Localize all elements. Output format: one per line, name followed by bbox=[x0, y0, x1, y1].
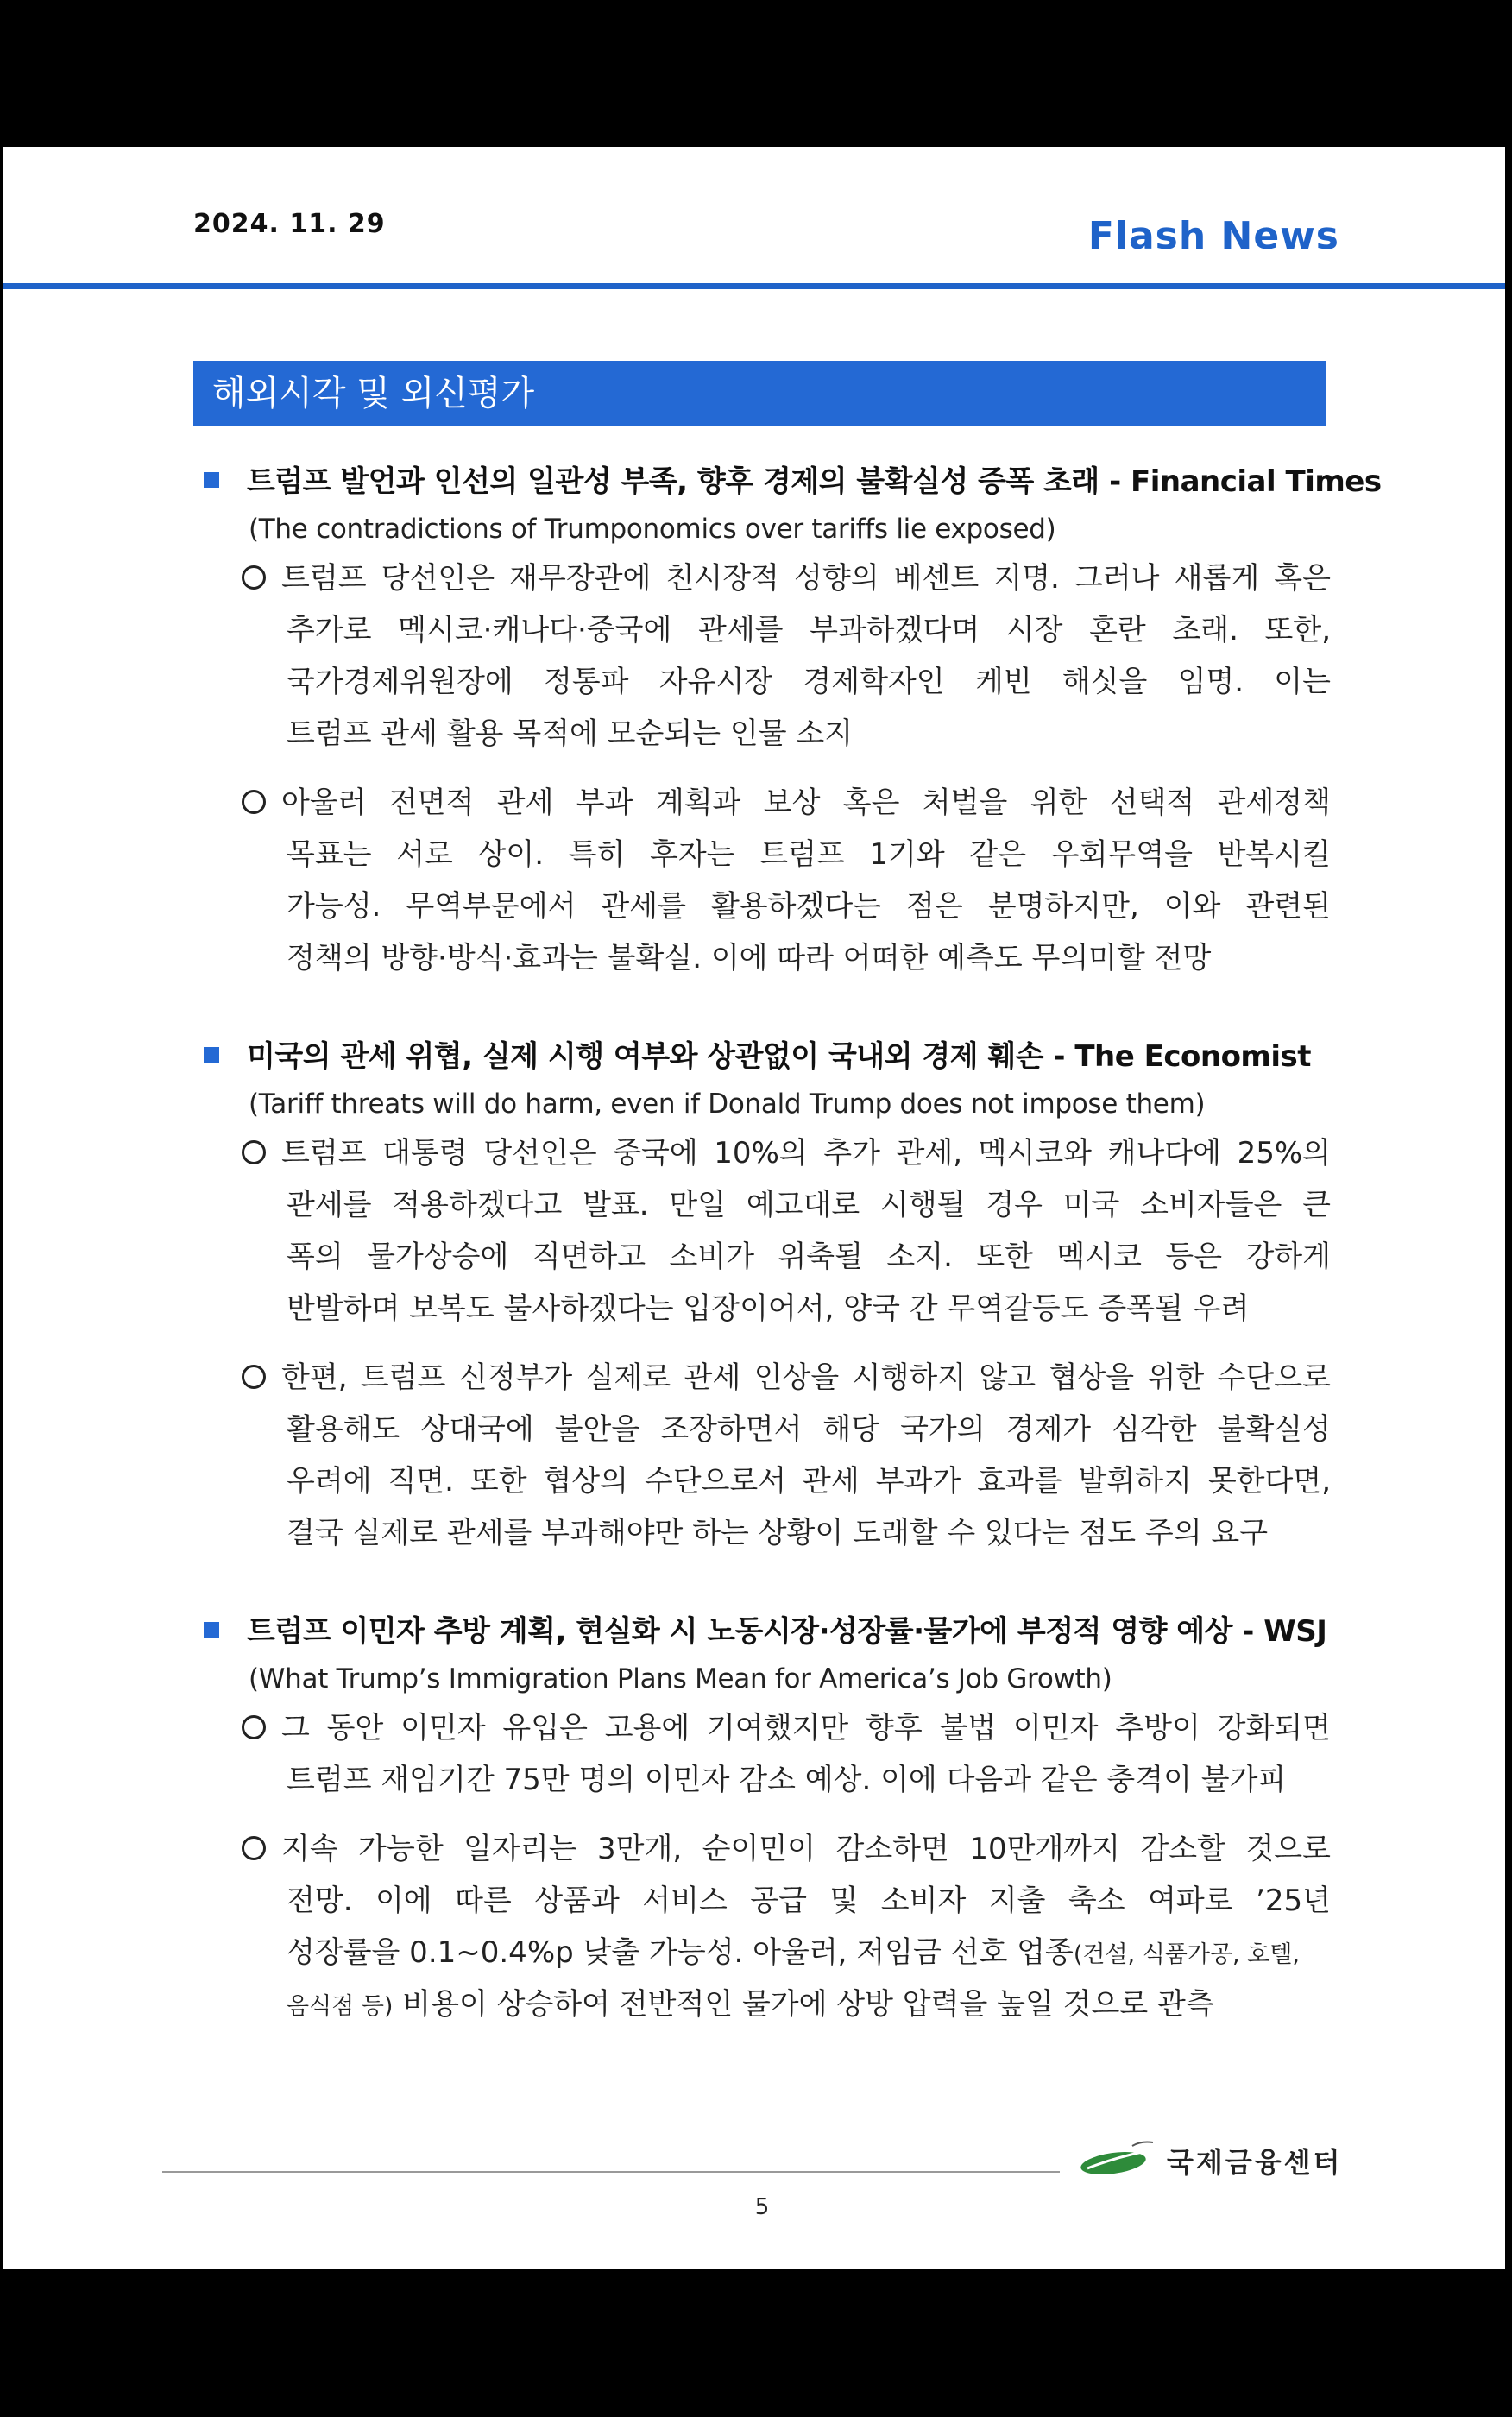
footer-rule bbox=[162, 2171, 1060, 2173]
article-subtitle: (The contradictions of Trumponomics over tariffs lie exposed) bbox=[249, 514, 1056, 545]
paragraph-line: 트럼프 당선인은 재무장관에 친시장적 성향의 베센트 지명. 그러나 새롭게 혹은 bbox=[242, 552, 1331, 604]
paragraph-line: 가능성. 무역부문에서 관세를 활용하겠다는 점은 분명하지만, 이와 관련된 bbox=[287, 889, 1331, 924]
paragraph-line: 활용해도 상대국에 불안을 조장하면서 해당 국가의 경제가 심각한 불확실성 bbox=[287, 1412, 1331, 1447]
bullet-paragraph bbox=[242, 1702, 1331, 1806]
header-rule bbox=[3, 283, 1505, 289]
footer-logo-text: 국제금융센터 bbox=[1167, 2146, 1343, 2179]
circle-bullet-icon bbox=[242, 1836, 266, 1860]
paragraph-line: 트럼프 관세 활용 목적에 모순되는 인물 소지 bbox=[287, 716, 854, 751]
bullet-paragraph bbox=[242, 1127, 1331, 1335]
article-headline: 트럼프 이민자 추방 계획, 현실화 시 노동시장·성장률·물가에 부정적 영향 예상 - WSJ bbox=[204, 1607, 1331, 1650]
square-bullet-icon bbox=[204, 1622, 219, 1638]
paragraph-line: 관세를 적용하겠다고 발표. 만일 예고대로 시행될 경우 미국 소비자들은 큰 bbox=[287, 1188, 1331, 1222]
parenthetical-note: 음식점 등) bbox=[287, 1993, 394, 2020]
circle-bullet-icon bbox=[242, 1365, 266, 1389]
article-headline: 트럼프 발언과 인선의 일관성 부족, 향후 경제의 불확실성 증폭 초래 - Financial Times bbox=[204, 458, 1331, 500]
page-number: 5 bbox=[754, 2194, 770, 2220]
paragraph-line: 우려에 직면. 또한 협상의 수단으로서 관세 부과가 효과를 발휘하지 못한다면, bbox=[287, 1464, 1331, 1499]
circle-bullet-icon bbox=[242, 790, 266, 814]
document-page bbox=[3, 147, 1505, 2269]
kcif-logo-icon bbox=[1079, 2139, 1156, 2177]
circle-bullet-icon bbox=[242, 565, 266, 590]
circle-bullet-icon bbox=[242, 1715, 266, 1739]
paragraph-line: 아울러 전면적 관세 부과 계획과 보상 혹은 처벌을 위한 선택적 관세정책 bbox=[242, 777, 1331, 829]
paragraph-line: 성장률을 0.1~0.4%p 낮출 가능성. 아울러, 저임금 선호 업종(건설, 식품가공, 호텔, bbox=[287, 1935, 1300, 1970]
paragraph-line: 그 동안 이민자 유입은 고용에 기여했지만 향후 불법 이민자 추방이 강화되면 bbox=[242, 1702, 1331, 1754]
article-subtitle: (What Trump’s Immigration Plans Mean for America’s Job Growth) bbox=[249, 1663, 1112, 1694]
paragraph-line: 전망. 이에 따른 상품과 서비스 공급 및 소비자 지출 축소 여파로 ’25년 bbox=[287, 1884, 1331, 1918]
paragraph-line: 추가로 멕시코·캐나다·중국에 관세를 부과하겠다며 시장 혼란 초래. 또한, bbox=[287, 613, 1331, 647]
circle-bullet-icon bbox=[242, 1140, 266, 1164]
bullet-paragraph bbox=[242, 1823, 1331, 2030]
paragraph-line: 트럼프 대통령 당선인은 중국에 10%의 추가 관세, 멕시코와 캐나다에 25%의 bbox=[242, 1127, 1331, 1179]
article-subtitle: (Tariff threats will do harm, even if Donald Trump does not impose them) bbox=[249, 1089, 1206, 1120]
square-bullet-icon bbox=[204, 1047, 219, 1063]
paragraph-line: 반발하며 보복도 불사하겠다는 입장이어서, 양국 간 무역갈등도 증폭될 우려 bbox=[287, 1291, 1250, 1326]
paragraph-line: 음식점 등) 비용이 상승하여 전반적인 물가에 상방 압력을 높일 것으로 관측 bbox=[287, 1987, 1214, 2022]
paragraph-line: 한편, 트럼프 신정부가 실제로 관세 인상을 시행하지 않고 협상을 위한 수단으로 bbox=[242, 1352, 1331, 1404]
paragraph-line: 지속 가능한 일자리는 3만개, 순이민이 감소하면 10만개까지 감소할 것으로 bbox=[242, 1823, 1331, 1875]
bullet-paragraph bbox=[242, 552, 1331, 760]
brand-title: Flash News bbox=[1087, 214, 1339, 258]
paragraph-line: 목표는 서로 상이. 특히 후자는 트럼프 1기와 같은 우회무역을 반복시킬 bbox=[287, 837, 1331, 872]
parenthetical-note: (건설, 식품가공, 호텔, bbox=[1073, 1941, 1300, 1968]
report-date: 2024. 11. 29 bbox=[193, 209, 386, 239]
paragraph-line: 트럼프 재임기간 75만 명의 이민자 감소 예상. 이에 다음과 같은 충격이 불가피 bbox=[287, 1763, 1287, 1797]
section-title: 해외시각 및 외신평가 bbox=[193, 361, 1326, 426]
paragraph-line: 폭의 물가상승에 직면하고 소비가 위축될 소지. 또한 멕시코 등은 강하게 bbox=[287, 1240, 1331, 1274]
square-bullet-icon bbox=[204, 472, 219, 488]
paragraph-line: 국가경제위원장에 정통파 자유시장 경제학자인 케빈 해싯을 임명. 이는 bbox=[287, 665, 1331, 699]
bullet-paragraph bbox=[242, 1352, 1331, 1559]
article-headline: 미국의 관세 위협, 실제 시행 여부와 상관없이 국내외 경제 훼손 - The Economist bbox=[204, 1032, 1331, 1075]
bullet-paragraph bbox=[242, 777, 1331, 984]
paragraph-line: 정책의 방향·방식·효과는 불확실. 이에 따라 어떠한 예측도 무의미할 전망 bbox=[287, 941, 1212, 975]
paragraph-line: 결국 실제로 관세를 부과해야만 하는 상황이 도래할 수 있다는 점도 주의 요구 bbox=[287, 1516, 1269, 1550]
